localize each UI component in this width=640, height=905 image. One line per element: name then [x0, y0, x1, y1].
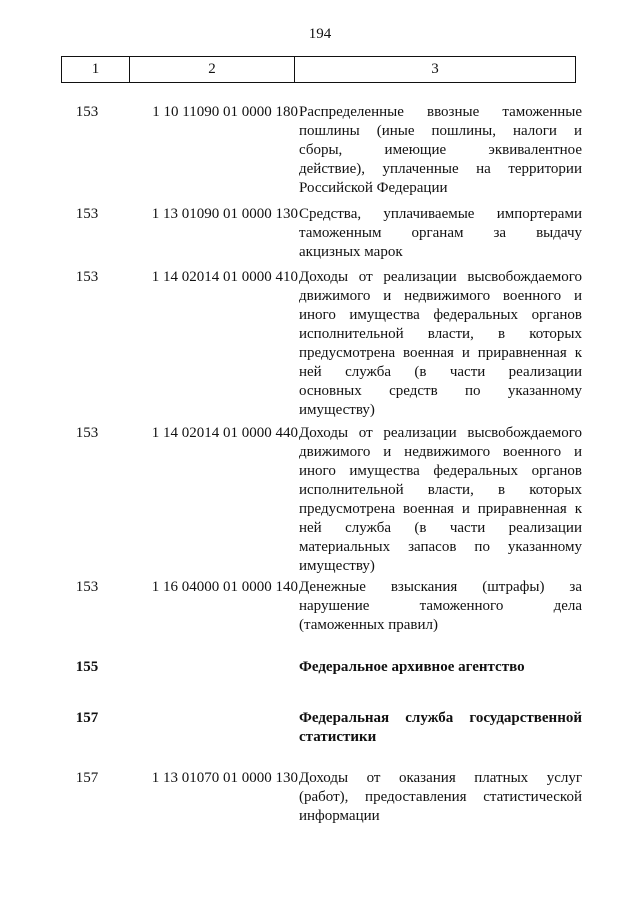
row-description	[299, 658, 582, 677]
description-line: Распределенные ввозные таможенные	[299, 104, 582, 120]
description-line: Доходы от реализации высвобождаемого	[299, 269, 582, 285]
row-code: 157	[75, 770, 99, 786]
description-line: основных средств по указанному	[299, 383, 582, 399]
description-line: предусмотрена военная и приравненная к	[299, 345, 582, 361]
description-line: движимого и недвижимого военного и	[299, 288, 582, 304]
row-code: 153	[75, 269, 99, 285]
description-line: действие), уплаченные на территории	[299, 161, 582, 177]
description-line: Средства, уплачиваемые импортерами	[299, 206, 582, 222]
row-budget-code: 1 13 01090 01 0000 130	[151, 206, 298, 222]
description-line: движимого и недвижимого военного и	[299, 444, 582, 460]
column-header-table	[61, 56, 576, 83]
row-budget-code: 1 14 02014 01 0000 440	[151, 425, 298, 441]
description-line: Федеральное архивное агентство	[299, 659, 525, 675]
row-code: 155	[75, 659, 99, 675]
description-line: предусмотрена военная и приравненная к	[299, 501, 582, 517]
description-line: исполнительной власти, в которых	[299, 326, 582, 342]
description-line: имуществу)	[299, 558, 375, 574]
description-line: Денежные взыскания (штрафы) за	[299, 579, 582, 595]
description-line: Доходы от реализации высвобождаемого	[299, 425, 582, 441]
row-code: 153	[75, 425, 99, 441]
row-description	[299, 103, 582, 198]
row-budget-code: 1 10 11090 01 0000 180	[152, 104, 298, 120]
row-description	[299, 769, 582, 826]
description-line: материальных запасов по указанному	[299, 539, 582, 555]
row-description	[299, 709, 582, 747]
description-line: статистики	[299, 729, 377, 745]
description-line: (таможенных правил)	[299, 617, 438, 633]
description-line: таможенным органам за выдачу	[299, 225, 582, 241]
row-code: 153	[75, 579, 99, 595]
description-line: Российской Федерации	[299, 180, 448, 196]
column-header-2: 2	[130, 57, 295, 83]
description-line: акцизных марок	[299, 244, 403, 260]
row-budget-code: 1 16 04000 01 0000 140	[151, 579, 298, 595]
description-line: нарушение таможенного дела	[299, 598, 582, 614]
row-code: 153	[75, 104, 99, 120]
row-budget-code: 1 13 01070 01 0000 130	[151, 770, 298, 786]
description-line: Доходы от оказания платных услуг	[299, 770, 582, 786]
description-line: исполнительной власти, в которых	[299, 482, 582, 498]
column-header-3: 3	[295, 57, 576, 83]
description-line: имуществу)	[299, 402, 375, 418]
description-line: сборы, имеющие эквивалентное	[299, 142, 582, 158]
row-description	[299, 205, 582, 262]
description-line: (работ), предоставления статистической	[299, 789, 582, 805]
column-header-1: 1	[62, 57, 130, 83]
description-line: иного имущества федеральных органов	[299, 463, 582, 479]
row-budget-code: 1 14 02014 01 0000 410	[151, 269, 298, 285]
description-line: иного имущества федеральных органов	[299, 307, 582, 323]
row-description	[299, 268, 582, 420]
row-description	[299, 424, 582, 576]
description-line: ней служба (в части реализации	[299, 520, 582, 536]
description-line: информации	[299, 808, 380, 824]
row-code: 153	[75, 206, 99, 222]
row-description	[299, 578, 582, 635]
description-line: пошлины (иные пошлины, налоги и	[299, 123, 582, 139]
row-code: 157	[75, 710, 99, 726]
page-number: 194	[308, 26, 332, 42]
description-line: Федеральная служба государственной	[299, 710, 582, 726]
description-line: ней служба (в части реализации	[299, 364, 582, 380]
